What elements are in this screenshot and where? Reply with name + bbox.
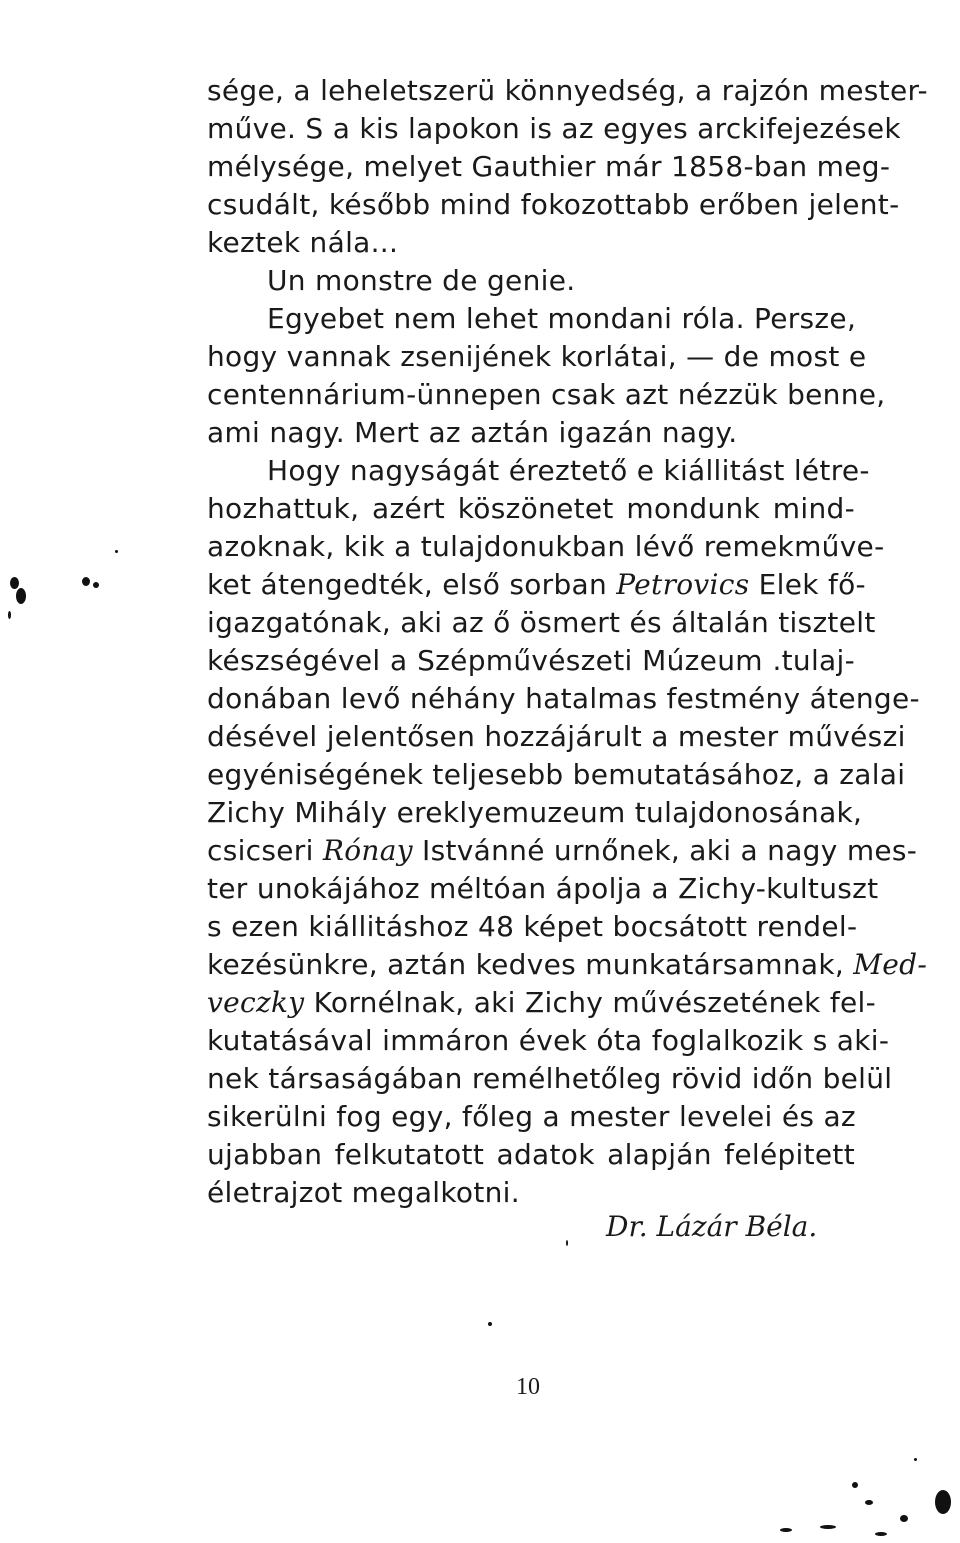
text-line [207,490,855,528]
text-line [207,794,863,832]
text-segment: hogy vannak zsenijének korlátai, — de most e [207,340,867,373]
scan-speck [865,1500,873,1505]
text-segment: azoknak, kik a tulajdonukban lévő remekműve- [207,530,885,563]
text-line [207,870,879,908]
text-segment: Egyebet nem lehet mondani róla. Persze, [267,302,857,335]
scan-speck [10,577,19,589]
page-number: 10 [516,1374,540,1400]
italic-name: Rónay [322,834,413,867]
text-line [207,148,891,186]
text-line [207,1022,890,1060]
text-segment: egyéniségének teljesebb bemutatásához, a zalai [207,758,906,791]
text-line [207,186,900,224]
text-line [207,1174,855,1212]
text-segment: désével jelentősen hozzájárult a mester művészi [207,720,906,753]
text-line [207,72,928,110]
text-line [207,1060,893,1098]
text-segment: mélysége, melyet Gauthier már 1858-ban meg- [207,150,891,183]
text-line [207,300,855,338]
scan-speck [16,588,26,604]
scan-speck [566,1240,568,1246]
text-segment: keztek nála... [207,226,399,259]
text-segment: ujabban felkutatott adatok alapján felépitett [207,1138,855,1171]
scan-speck [875,1532,887,1536]
text-line [207,642,855,680]
text-segment: műve. S a kis lapokon is az egyes arckifejezések [207,112,901,145]
text-segment: igazgatónak, aki az ő ösmert és általán tisztelt [207,606,876,639]
text-segment: sikerülni fog egy, főleg a mester levelei és az [207,1100,856,1133]
text-line [207,338,867,376]
author-signature: Dr. Lázár Béla. [606,1210,818,1243]
text-segment: Kornélnak, aki Zichy művészetének fel- [304,986,877,1019]
text-segment: ami nagy. Mert az aztán igazán nagy. [207,416,738,449]
scan-speck [935,1490,951,1514]
text-segment: Istvánné urnőnek, aki a nagy mes- [412,834,918,867]
scan-speck [914,1458,917,1461]
body-text [207,72,928,1212]
scan-speck [488,1322,492,1326]
text-line [207,832,918,870]
text-line [207,376,886,414]
text-segment: Un monstre de genie. [267,264,576,297]
text-line [207,110,901,148]
text-line [207,262,855,300]
scan-speck [820,1525,836,1529]
text-line [207,1136,855,1174]
text-segment: kezésünkre, aztán kedves munkatársamnak, [207,948,854,981]
text-segment: donában levő néhány hatalmas festmény átenge- [207,682,920,715]
text-segment: életrajzot megalkotni. [207,1176,520,1209]
scan-speck [780,1528,792,1532]
text-line [207,414,855,452]
text-line [207,946,928,984]
text-segment: Hogy nagyságát éreztető e kiállitást létre- [267,454,870,487]
italic-name: veczky [207,986,305,1019]
text-segment: ket átengedték, első sorban [207,568,617,601]
text-segment: sége, a leheletszerü könnyedség, a rajzón mester- [207,74,928,107]
italic-name: Petrovics [616,568,750,601]
scan-speck [82,577,90,586]
text-segment: kutatásával immáron évek óta foglalkozik s aki- [207,1024,890,1057]
text-segment: Zichy Mihály ereklyemuzeum tulajdonosának, [207,796,863,829]
scan-speck [852,1482,858,1488]
scan-speck [8,611,11,619]
text-line [207,718,906,756]
italic-name: Med- [853,948,928,981]
text-line [207,452,870,490]
text-segment: készségével a Szépművészeti Múzeum .tulaj- [207,644,855,677]
text-line [207,984,877,1022]
text-line [207,528,885,566]
text-segment: csudált, később mind fokozottabb erőben jelent- [207,188,900,221]
scan-speck [93,582,99,588]
text-line [207,604,876,642]
text-segment: Elek fő- [749,568,866,601]
text-line [207,680,920,718]
text-segment: ter unokájához méltóan ápolja a Zichy-kultuszt [207,872,879,905]
text-segment: s ezen kiállitáshoz 48 képet bocsátott rendel- [207,910,858,943]
text-segment: hozhattuk, azért köszönetet mondunk mind- [207,492,855,525]
text-line [207,224,855,262]
text-segment: csicseri [207,834,323,867]
text-line [207,566,866,604]
text-line [207,908,858,946]
text-segment: centennárium-ünnepen csak azt nézzük benne, [207,378,886,411]
text-segment: nek társaságában remélhetőleg rövid időn belül [207,1062,893,1095]
text-line [207,1098,855,1136]
scan-speck [115,550,118,553]
text-line [207,756,906,794]
scan-speck [900,1515,908,1522]
